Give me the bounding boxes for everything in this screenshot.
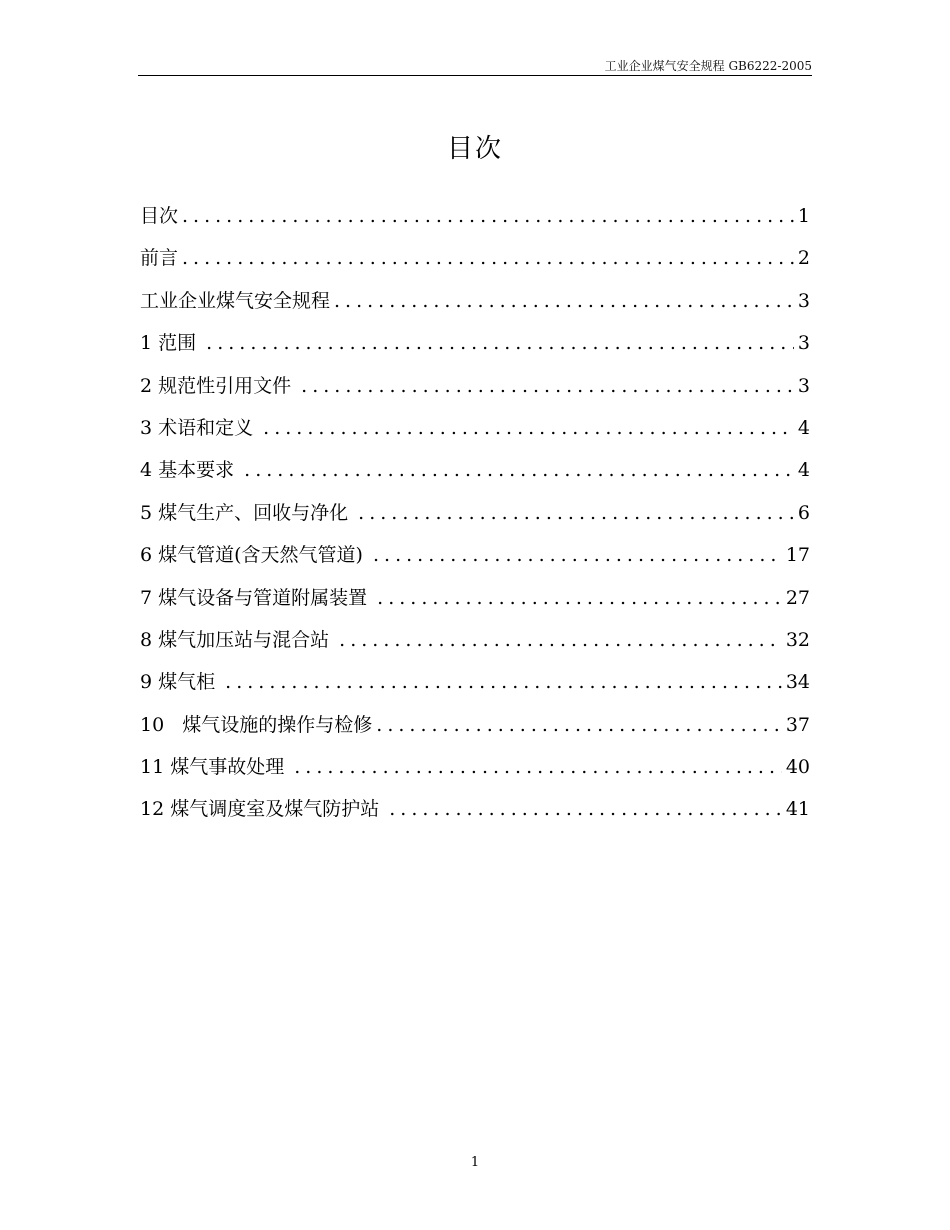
toc-entry-page: 41 (785, 798, 810, 821)
toc-leader-dots (301, 370, 794, 402)
toc-entry-label: 工业企业煤气安全规程 (140, 289, 331, 312)
toc-entry-page: 3 (797, 332, 810, 355)
table-of-contents (140, 200, 810, 836)
toc-entry-page: 32 (785, 628, 810, 651)
toc-entry[interactable] (140, 751, 810, 793)
header-rule (138, 75, 812, 76)
toc-entry-label: 7 煤气设备与管道附属装置 (140, 586, 374, 609)
toc-leader-dots (263, 412, 794, 444)
toc-entry[interactable] (140, 200, 810, 242)
toc-entry-page: 34 (785, 671, 810, 694)
toc-entry-label: 4 基本要求 (140, 459, 241, 482)
toc-entry-page: 3 (797, 374, 810, 397)
toc-entry-page: 27 (785, 586, 810, 609)
toc-entry-label: 10 煤气设施的操作与检修 (140, 713, 373, 736)
toc-entry[interactable] (140, 497, 810, 539)
toc-entry-label: 1 范围 (140, 332, 203, 355)
toc-leader-dots (339, 624, 782, 656)
toc-entry-label: 3 术语和定义 (140, 416, 260, 439)
toc-leader-dots (373, 539, 782, 571)
toc-entry-page: 40 (785, 756, 810, 779)
page-title: 目次 (446, 134, 503, 164)
toc-entry-label: 5 煤气生产、回收与净化 (140, 501, 355, 524)
toc-entry-label: 2 规范性引用文件 (140, 374, 298, 397)
toc-entry[interactable] (140, 285, 810, 327)
toc-entry-page: 2 (797, 247, 810, 270)
toc-leader-dots (358, 497, 794, 529)
toc-entry[interactable] (140, 454, 810, 496)
toc-leader-dots (244, 454, 794, 486)
toc-entry-label: 8 煤气加压站与混合站 (140, 628, 336, 651)
toc-entry-page: 4 (797, 416, 810, 439)
toc-entry-label: 6 煤气管道(含天然气管道) (140, 544, 369, 567)
toc-entry-page: 4 (797, 459, 810, 482)
toc-entry-label: 前言 (140, 247, 179, 270)
toc-entry[interactable] (140, 582, 810, 624)
toc-entry[interactable] (140, 327, 810, 369)
toc-leader-dots (225, 666, 782, 698)
toc-leader-dots (334, 285, 794, 317)
toc-entry[interactable] (140, 666, 810, 708)
toc-entry-page: 6 (797, 501, 810, 524)
toc-entry-page: 3 (797, 289, 810, 312)
toc-entry[interactable] (140, 539, 810, 581)
toc-leader-dots (294, 751, 782, 783)
running-header: 工业企业煤气安全规程 GB6222-2005 (604, 59, 812, 73)
toc-entry[interactable] (140, 624, 810, 666)
toc-entry-label: 目次 (140, 205, 179, 227)
toc-leader-dots (182, 200, 794, 232)
toc-leader-dots (182, 242, 794, 274)
toc-entry[interactable] (140, 709, 810, 751)
toc-entry-label: 12 煤气调度室及煤气防护站 (140, 798, 386, 821)
toc-entry[interactable] (140, 370, 810, 412)
toc-entry[interactable] (140, 242, 810, 284)
toc-entry-page: 37 (785, 713, 810, 736)
toc-leader-dots (376, 709, 782, 741)
toc-leader-dots (389, 793, 782, 825)
toc-leader-dots (377, 582, 782, 614)
toc-entry-label: 11 煤气事故处理 (140, 756, 291, 779)
page-number: 1 (470, 1155, 480, 1170)
toc-entry-page: 1 (797, 205, 810, 227)
toc-entry-page: 17 (785, 544, 810, 567)
toc-entry-label: 9 煤气柜 (140, 671, 222, 694)
toc-leader-dots (206, 327, 794, 359)
toc-entry[interactable] (140, 793, 810, 835)
toc-entry[interactable] (140, 412, 810, 454)
